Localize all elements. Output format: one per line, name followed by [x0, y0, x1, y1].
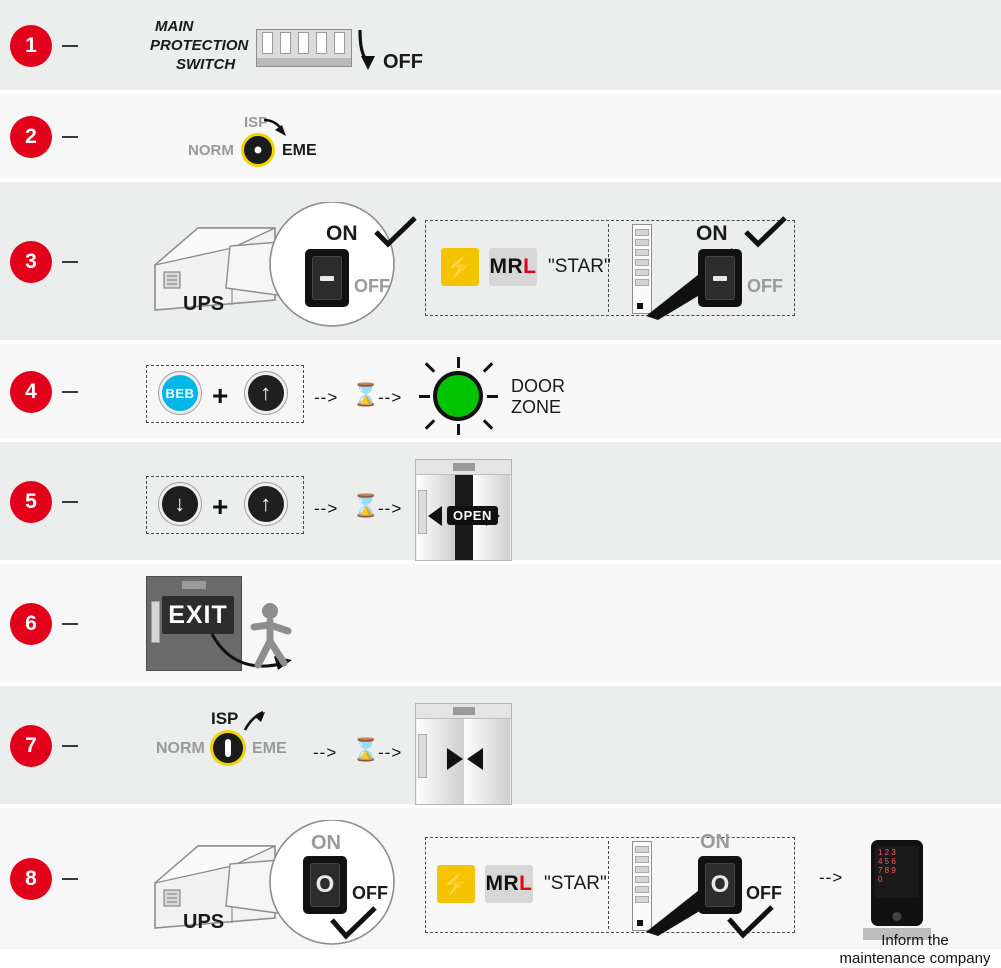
to-isp-arrow-icon	[237, 710, 267, 736]
lightning-bolt-icon: ⚡	[441, 248, 479, 286]
lamp-ray	[419, 395, 430, 398]
lamp-ray	[457, 424, 460, 435]
down-arrow-icon	[356, 28, 382, 72]
doors-close-arrows	[437, 746, 493, 772]
inform-line-2: maintenance company	[839, 950, 991, 967]
step-number-badge: 4	[10, 371, 52, 413]
up-arrow-icon: ↑	[260, 380, 272, 405]
panel-off-label: OFF	[747, 276, 783, 296]
isp-label: ISP	[244, 114, 269, 131]
step-number-badge: 1	[10, 25, 52, 67]
plus-sign: +	[212, 380, 229, 411]
lamp-ray	[483, 362, 494, 373]
hourglass-icon: ⌛	[352, 382, 380, 407]
lamp-ray	[487, 395, 498, 398]
sequence-arrow-2: -->	[378, 499, 403, 518]
step-number-badge: 2	[10, 116, 52, 158]
panel-rocker-switch[interactable]	[698, 249, 742, 307]
o-symbol: O	[315, 871, 335, 898]
step-dash	[62, 45, 78, 47]
step-number-badge: 3	[10, 241, 52, 283]
sequence-arrow-1: -->	[314, 388, 339, 407]
step-dash	[62, 136, 78, 138]
check-icon	[744, 216, 788, 250]
ups-label: UPS	[183, 293, 225, 315]
inform-caption	[835, 932, 995, 968]
step-row-8	[0, 808, 1001, 967]
panel-divider	[608, 841, 609, 929]
mrl-badge	[489, 248, 537, 286]
to-eme-arrow-icon	[262, 116, 292, 142]
step-row-1	[0, 0, 1001, 92]
door-label: DOOR	[511, 376, 565, 396]
phone-digits-row1: 1 2 3	[878, 848, 896, 857]
plus-sign: +	[212, 491, 229, 522]
phone-screen	[875, 846, 919, 898]
up-button[interactable]	[245, 483, 287, 525]
down-button[interactable]	[159, 483, 201, 525]
step-dash	[62, 261, 78, 263]
hourglass-icon: ⌛	[352, 737, 380, 762]
inform-line-1: Inform the	[881, 932, 949, 949]
mrl-text-l: L	[523, 255, 537, 278]
sequence-arrow-1: -->	[313, 743, 338, 762]
sequence-arrow: -->	[819, 868, 844, 887]
step-dash	[62, 878, 78, 880]
step-row-4	[0, 344, 1001, 440]
norm-label: NORM	[188, 142, 234, 159]
phone-digits-row2: 4 5 6	[878, 857, 896, 866]
check-icon	[330, 906, 378, 940]
main-label: MAIN	[155, 18, 194, 35]
off-label: OFF	[354, 276, 390, 296]
panel-on-label: ON	[696, 222, 728, 245]
check-icon	[727, 905, 775, 939]
panel-off-label: OFF	[746, 883, 782, 903]
eme-label: EME	[282, 142, 317, 159]
open-label: OPEN	[447, 506, 498, 525]
eme-label: EME	[252, 740, 287, 757]
mrl-text: MR	[485, 872, 520, 895]
mrl-text: MR	[489, 255, 524, 278]
sequence-arrow-2: -->	[378, 743, 403, 762]
lamp-ray	[425, 419, 436, 430]
step-number-badge: 5	[10, 481, 52, 523]
zone-label: ZONE	[511, 397, 562, 417]
exit-sign: EXIT	[162, 596, 234, 634]
off-label: OFF	[352, 883, 388, 903]
o-symbol: O	[710, 871, 730, 898]
up-button[interactable]	[245, 372, 287, 414]
ups-label: UPS	[183, 911, 225, 933]
beb-label: BEB	[165, 385, 195, 401]
step-dash	[62, 623, 78, 625]
star-label: "STAR"	[548, 256, 611, 277]
phone-icon	[871, 840, 923, 926]
step-number-badge: 7	[10, 725, 52, 767]
lightning-bolt-icon: ⚡	[437, 865, 475, 903]
sequence-arrow-1: -->	[314, 499, 339, 518]
lamp-ray	[457, 357, 460, 368]
step-dash	[62, 745, 78, 747]
main-breaker-comb	[256, 29, 352, 67]
phone-digits-row3: 7 8 9	[878, 866, 896, 875]
step-number-badge: 8	[10, 858, 52, 900]
norm-label: NORM	[156, 740, 205, 757]
step-row-6	[0, 564, 1001, 684]
lamp-ray	[483, 419, 494, 430]
lamp-ray	[425, 362, 436, 373]
step-row-7	[0, 686, 1001, 806]
ups-rocker-switch[interactable]	[305, 249, 349, 307]
panel-on-label: ON	[700, 831, 730, 853]
door-zone-lamp	[433, 371, 483, 421]
step-dash	[62, 501, 78, 503]
mrl-text-l: L	[519, 872, 533, 895]
down-arrow-icon: ↓	[174, 491, 186, 516]
step-row-2	[0, 94, 1001, 180]
hourglass-icon: ⌛	[352, 493, 380, 518]
isp-label: ISP	[211, 709, 239, 728]
operation-key-switch[interactable]	[210, 730, 246, 766]
off-label: OFF	[383, 51, 423, 73]
check-icon	[374, 216, 418, 250]
step-dash	[62, 391, 78, 393]
mrl-badge	[485, 865, 533, 903]
switch-label: SWITCH	[176, 56, 236, 73]
walking-person-icon	[240, 601, 298, 671]
on-label: ON	[311, 832, 341, 854]
star-label: "STAR"	[544, 873, 607, 894]
on-label: ON	[326, 222, 358, 245]
protection-label: PROTECTION	[150, 37, 249, 54]
step-number-badge: 6	[10, 603, 52, 645]
up-arrow-icon: ↑	[260, 491, 272, 516]
sequence-arrow-2: -->	[378, 388, 403, 407]
phone-digits-row4: 0	[878, 875, 883, 884]
step-row-3	[0, 182, 1001, 342]
beb-button[interactable]	[159, 372, 201, 414]
step-row-5	[0, 442, 1001, 562]
